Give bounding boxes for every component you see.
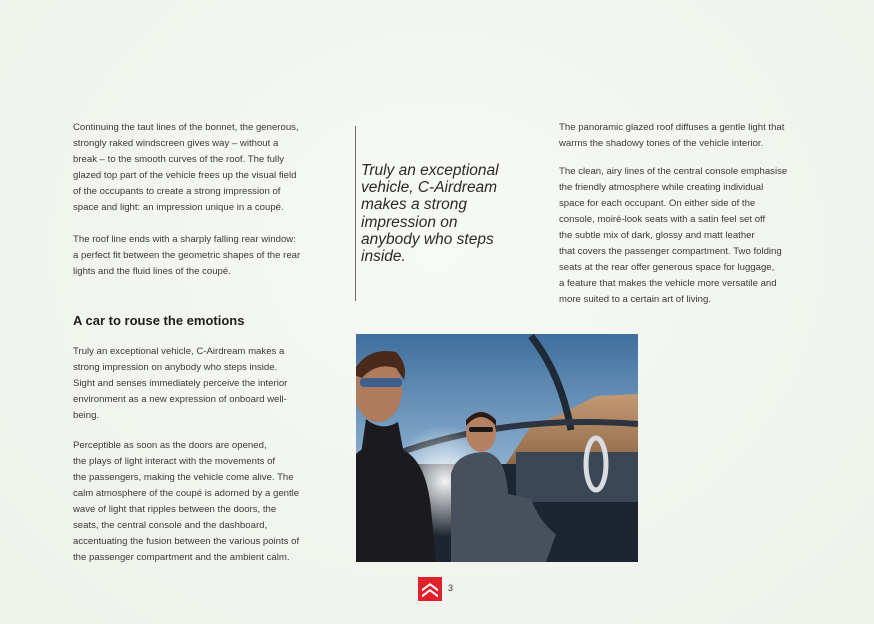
section-heading: A car to rouse the emotions: [73, 313, 245, 328]
pull-quote: Truly an exceptional vehicle, C-Airdream makes a strong impression on anybody who steps inside.: [361, 162, 499, 266]
paragraph-central-console: The clean, airy lines of the central console emphasise the friendly atmosphere while creating individual space for each occupant. On either side of the console, moiré-look seats with a satin feel set off the subtle mix of dark, glossy and matt leather that covers the passenger compartment. Two folding seats at the rear offer generous space for luggage, a feature that makes the vehicle more versatile and more suited to a certain art of living.: [559, 166, 788, 305]
interior-photo-illustration: [356, 334, 638, 562]
citroen-logo-icon: [418, 577, 442, 601]
page-number: 3: [448, 583, 454, 593]
quote-divider-line: [355, 126, 356, 301]
paragraph-bonnet-windscreen: Continuing the taut lines of the bonnet, the generous, strongly raked windscreen gives way – without a break – to the smooth curves of the roof. The fully glazed top part of the vehicle frees up the visual field of the occupants to create a strong impression of space and light: an impression unique in a coupé.: [73, 122, 299, 213]
paragraph-exceptional-vehicle: Truly an exceptional vehicle, C-Airdream makes a strong impression on anybody who steps inside. Sight and senses immediately perceive the interior environment as a new expression of onboard well- being.: [73, 346, 288, 421]
left-text-column: [73, 120, 313, 566]
paragraph-plays-of-light: Perceptible as soon as the doors are opened, the plays of light interact with the movements of the passengers, making the vehicle come alive. The calm atmosphere of the coupé is adorned by a gentle wave of light that ripples between the doors, the seats, the central console and the dashboard, accentuating the fusion between the various points of the passenger compartment and the ambient calm.: [73, 440, 300, 563]
right-text-column: [559, 120, 789, 308]
interior-photo: [356, 334, 638, 562]
paragraph-glazed-roof: The panoramic glazed roof diffuses a gentle light that warms the shadowy tones of the vehicle interior.: [559, 122, 785, 149]
paragraph-roof-line: The roof line ends with a sharply falling rear window: a perfect fit between the geometric shapes of the rear lights and the fluid lines of the coupé.: [73, 234, 301, 277]
